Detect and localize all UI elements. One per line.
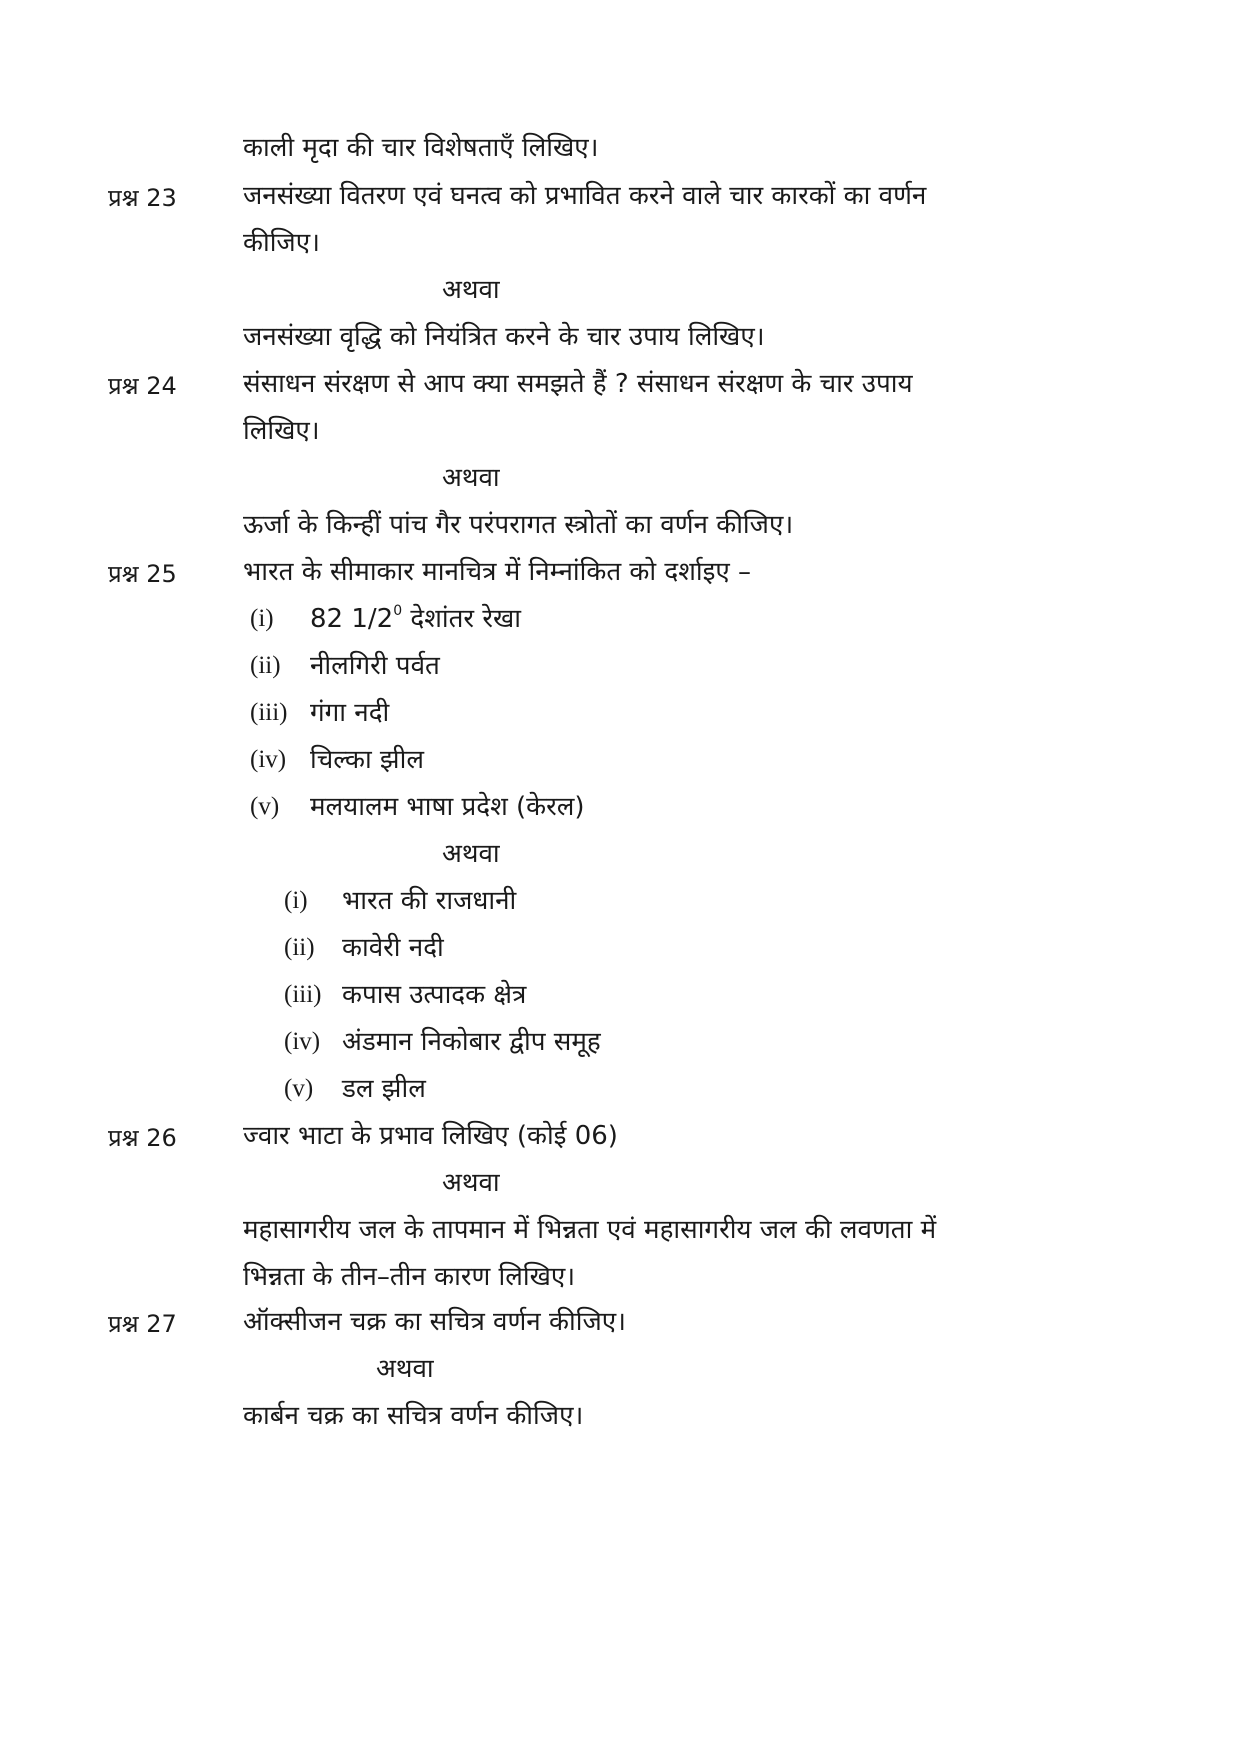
question-24-line-2: लिखिए।: [243, 416, 320, 446]
q25-item-number: (iii): [250, 699, 288, 726]
question-26-label: प्रश्न 26: [108, 1124, 177, 1152]
q22-alternate-text: काली मृदा की चार विशेषताएँ लिखिए।: [243, 133, 599, 163]
q25-alt-item-number: (iii): [284, 981, 322, 1008]
question-26-text: ज्वार भाटा के प्रभाव लिखिए (कोई 06): [243, 1121, 618, 1151]
q25-item-number: (v): [250, 793, 280, 820]
q25-item-number: (ii): [250, 652, 281, 679]
q25-alt-item-text: कपास उत्पादक क्षेत्र: [342, 980, 527, 1010]
question-25-or: अथवा: [442, 839, 500, 869]
question-27-alternate: कार्बन चक्र का सचित्र वर्णन कीजिए।: [243, 1401, 584, 1431]
q25-alt-item-number: (ii): [284, 934, 315, 961]
question-23-or: अथवा: [442, 275, 500, 305]
question-24-line-1: संसाधन संरक्षण से आप क्या समझते हैं ? संसाधन संरक्षण के चार उपाय: [243, 369, 913, 399]
question-26-alternate-line-1: महासागरीय जल के तापमान में भिन्नता एवं महासागरीय जल की लवणता में: [243, 1215, 937, 1245]
question-23-label: प्रश्न 23: [108, 184, 177, 212]
question-24-alternate: ऊर्जा के किन्हीं पांच गैर परंपरागत स्त्रोतों का वर्णन कीजिए।: [243, 510, 794, 540]
q25-alt-item-text: अंडमान निकोबार द्वीप समूह: [342, 1027, 601, 1057]
q25-item-text: नीलगिरी पर्वत: [310, 651, 440, 681]
question-26-or: अथवा: [442, 1168, 500, 1198]
q25-alt-item-text: कावेरी नदी: [342, 933, 444, 963]
question-27-or: अथवा: [376, 1354, 434, 1384]
question-23-line-1: जनसंख्या वितरण एवं घनत्व को प्रभावित करने वाले चार कारकों का वर्णन: [243, 181, 927, 211]
question-27-label: प्रश्न 27: [108, 1310, 177, 1338]
q25-item-number: (iv): [250, 746, 287, 773]
q25-item-number: (i): [250, 605, 274, 632]
question-23-line-2: कीजिए।: [243, 228, 320, 258]
q25-item-longitude: 82 $1/2^0$ देशांतर रेखा: [310, 603, 521, 634]
question-27-text: ऑक्सीजन चक्र का सचित्र वर्णन कीजिए।: [243, 1307, 626, 1337]
question-24-label: प्रश्न 24: [108, 372, 177, 400]
q25-alt-item-number: (i): [284, 887, 308, 914]
question-24-or: अथवा: [442, 463, 500, 493]
q25-alt-item-text: भारत की राजधानी: [342, 886, 517, 916]
q25-item-text: चिल्का झील: [310, 745, 424, 775]
q25-alt-item-number: (v): [284, 1075, 314, 1102]
question-23-alternate: जनसंख्या वृद्धि को नियंत्रित करने के चार उपाय लिखिए।: [243, 322, 765, 352]
q25-item-text: गंगा नदी: [310, 698, 390, 728]
q25-item-text: मलयालम भाषा प्रदेश (केरल): [310, 792, 585, 822]
question-25-intro: भारत के सीमाकार मानचित्र में निम्नांकित को दर्शाइए –: [243, 557, 752, 587]
question-26-alternate-line-2: भिन्नता के तीन–तीन कारण लिखिए।: [243, 1262, 576, 1292]
question-25-label: प्रश्न 25: [108, 560, 177, 588]
q25-alt-item-number: (iv): [284, 1028, 321, 1055]
q25-alt-item-text: डल झील: [342, 1074, 426, 1104]
